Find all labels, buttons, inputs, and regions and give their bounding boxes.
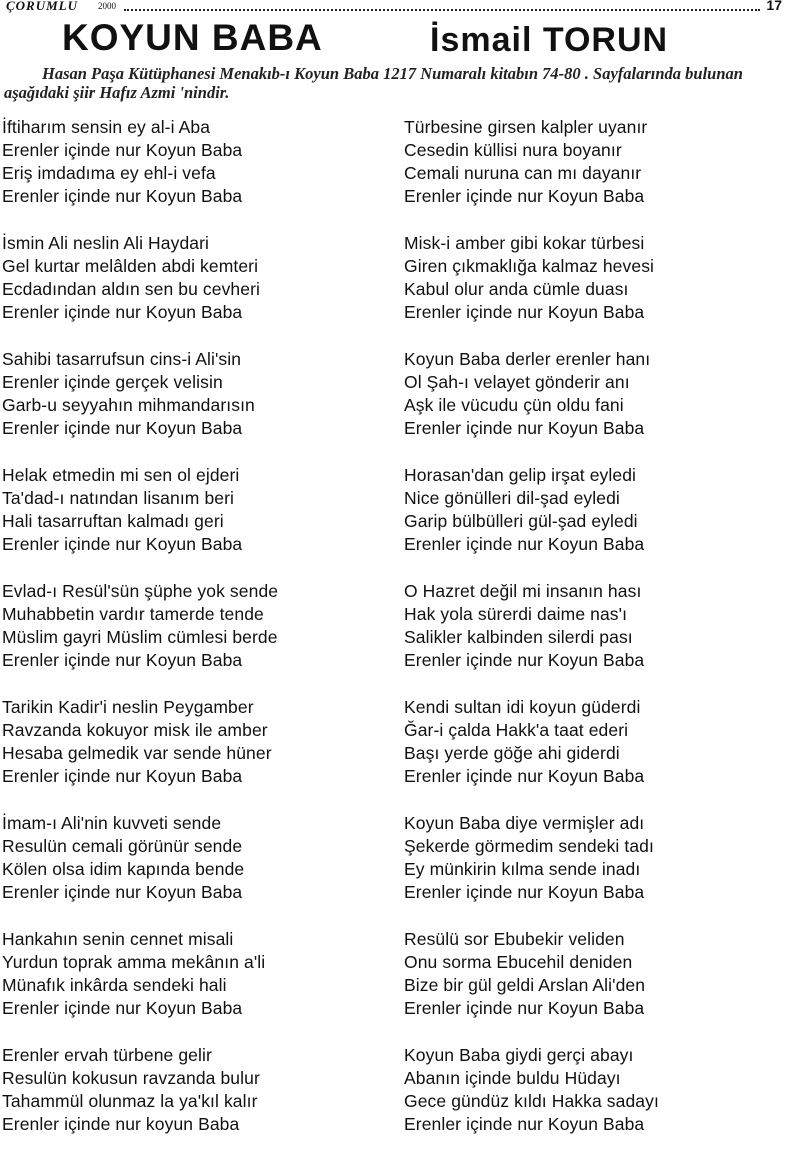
poem-line: Erenler ervah türbene gelir	[2, 1045, 212, 1065]
poem-line: Erenler içinde nur Koyun Baba	[2, 882, 243, 902]
poem-line: Erenler içinde nur Koyun Baba	[2, 302, 243, 322]
poem-left-column	[2, 116, 382, 1160]
poem-line: Hesaba gelmedik var sende hüner	[2, 743, 272, 763]
poem-line: Erenler içinde nur Koyun Baba	[2, 418, 243, 438]
poem-line: Bize bir gül geldi Arslan Ali'den	[404, 975, 646, 995]
poem-stanza	[404, 696, 784, 788]
poem-line: Ta'dad-ı natından lisanım beri	[2, 488, 235, 508]
poem-line: Hankahın senin cennet misali	[2, 929, 234, 949]
poem-stanza	[404, 580, 784, 672]
page-header	[4, 0, 786, 16]
poem-line: Ecdadından aldın sen bu cevheri	[2, 279, 261, 299]
poem-stanza	[2, 348, 382, 440]
issue-year: 2000	[98, 1, 116, 11]
poem-line: Helak etmedin mi sen ol ejderi	[2, 465, 240, 485]
poem-line: Şekerde görmedim sendeki tadı	[404, 836, 654, 856]
header-dotted-rule	[124, 9, 760, 11]
poem-stanza	[2, 580, 382, 672]
poem-line: Kabul olur anda cümle duası	[404, 279, 629, 299]
poem-line: Onu sorma Ebucehil deniden	[404, 952, 633, 972]
poem-line: O Hazret değil mi insanın hası	[404, 581, 642, 601]
poem-stanza	[404, 464, 784, 556]
poem-line: Muhabbetin vardır tamerde tende	[2, 604, 264, 624]
poem-line: Başı yerde göğe ahi giderdi	[404, 743, 620, 763]
poem-line: Koyun Baba derler erenler hanı	[404, 349, 651, 369]
poem-stanza	[404, 928, 784, 1020]
poem-line: Salikler kalbinden silerdi pası	[404, 627, 633, 647]
poem-line: Gel kurtar melâlden abdi kemteri	[2, 256, 259, 276]
poem-stanza	[2, 928, 382, 1020]
poem-line: Eriş imdadıma ey ehl-i vefa	[2, 163, 216, 183]
poem-line: Münafık inkârda sendeki hali	[2, 975, 227, 995]
poem-line: Erenler içinde nur Koyun Baba	[2, 650, 243, 670]
poem-line: Cesedin küllisi nura boyanır	[404, 140, 622, 160]
poem-line: Tahammül olunmaz la ya'kıl kalır	[2, 1091, 258, 1111]
poem-line: Erenler içinde nur Koyun Baba	[2, 766, 243, 786]
poem-line: Ey münkirin kılma sende inadı	[404, 859, 641, 879]
poem-line: Tarikin Kadir'i neslin Peygamber	[2, 697, 254, 717]
poem-line: Nice gönülleri dil-şad eyledi	[404, 488, 620, 508]
poem-line: Erenler içinde nur Koyun Baba	[2, 534, 243, 554]
poem-line: Erenler içinde nur Koyun Baba	[2, 140, 243, 160]
poem-line: Ravzanda kokuyor misk ile amber	[2, 720, 268, 740]
poem-line: Hak yola sürerdi daime nas'ı	[404, 604, 628, 624]
poem-line: Erenler içinde nur Koyun Baba	[2, 186, 243, 206]
poem-line: Garip bülbülleri gül-şad eyledi	[404, 511, 638, 531]
poem-line: Garb-u seyyahın mihmandarısın	[2, 395, 255, 415]
poem-stanza	[404, 1044, 784, 1136]
poem-line: İmam-ı Ali'nin kuvveti sende	[2, 813, 222, 833]
poem-stanza	[2, 116, 382, 208]
poem-line: Erenler içinde nur Koyun Baba	[404, 766, 645, 786]
poem-line: Giren çıkmaklığa kalmaz hevesi	[404, 256, 655, 276]
poem-line: Erenler içinde nur Koyun Baba	[404, 534, 645, 554]
poem-line: Hali tasarruftan kalmadı geri	[2, 511, 224, 531]
poem-line: Resülü sor Ebubekir veliden	[404, 929, 625, 949]
journal-name: ÇORUMLU	[6, 0, 79, 13]
poem-line: Erenler içinde nur Koyun Baba	[404, 186, 645, 206]
poem-line: Erenler içinde nur Koyun Baba	[404, 998, 645, 1018]
poem-line: Horasan'dan gelip irşat eyledi	[404, 465, 637, 485]
poem-stanza	[404, 232, 784, 324]
poem-stanza	[404, 812, 784, 904]
article-title: KOYUN BABA	[62, 17, 323, 58]
poem-right-column	[404, 116, 784, 1160]
poem-line: Abanın içinde buldu Hüdayı	[404, 1068, 621, 1088]
poem-stanza	[404, 116, 784, 208]
poem-line: İftiharım sensin ey al-i Aba	[2, 117, 211, 137]
poem-stanza	[404, 348, 784, 440]
poem-line: Aşk ile vücudu çün oldu fani	[404, 395, 624, 415]
intro-paragraph: Hasan Paşa Kütüphanesi Menakıb-ı Koyun Baba 1217 Numaralı kitabın 74-80 . Sayfalarında bulunan aşağıdaki şiir Hafız Azmi 'nindir.	[4, 64, 743, 102]
poem-line: Resulün cemali görünür sende	[2, 836, 243, 856]
poem-line: Kendi sultan idi koyun güderdi	[404, 697, 641, 717]
poem-line: Resulün kokusun ravzanda bulur	[2, 1068, 260, 1088]
poem-line: Gece gündüz kıldı Hakka sadayı	[404, 1091, 659, 1111]
article-author: İsmail TORUN	[430, 21, 669, 59]
poem-line: Koyun Baba diye vermişler adı	[404, 813, 645, 833]
poem-line: Evlad-ı Resül'sün şüphe yok sende	[2, 581, 279, 601]
poem-line: Erenler içinde nur Koyun Baba	[404, 302, 645, 322]
page-number: 17	[766, 0, 782, 13]
poem-line: Erenler içinde nur Koyun Baba	[404, 650, 645, 670]
poem-line: Türbesine girsen kalpler uyanır	[404, 117, 648, 137]
poem-line: Erenler içinde nur Koyun Baba	[404, 1114, 645, 1134]
poem-line: Erenler içinde nur Koyun Baba	[2, 998, 243, 1018]
poem-line: Erenler içinde nur Koyun Baba	[404, 418, 645, 438]
poem-stanza	[2, 232, 382, 324]
poem-line: Cemali nuruna can mı dayanır	[404, 163, 642, 183]
poem-line: Müslim gayri Müslim cümlesi berde	[2, 627, 278, 647]
poem-line: Erenler içinde gerçek velisin	[2, 372, 223, 392]
poem-line: İsmin Ali neslin Ali Haydari	[2, 233, 210, 253]
poem-stanza	[2, 1044, 382, 1136]
poem-stanza	[2, 464, 382, 556]
poem-line: Erenler içinde nur Koyun Baba	[404, 882, 645, 902]
poem-line: Koyun Baba giydi gerçi abayı	[404, 1045, 634, 1065]
poem-line: Ol Şah-ı velayet gönderir anı	[404, 372, 630, 392]
poem-line: Misk-i amber gibi kokar türbesi	[404, 233, 645, 253]
poem-line: Sahibi tasarrufsun cins-i Ali'sin	[2, 349, 242, 369]
poem-line: Ğar-i çalda Hakk'a taat ederi	[404, 720, 629, 740]
poem-line: Erenler içinde nur koyun Baba	[2, 1114, 240, 1134]
poem-stanza	[2, 812, 382, 904]
poem-line: Kölen olsa idim kapında bende	[2, 859, 245, 879]
poem-stanza	[2, 696, 382, 788]
poem-line: Yurdun toprak amma mekânın a'li	[2, 952, 266, 972]
